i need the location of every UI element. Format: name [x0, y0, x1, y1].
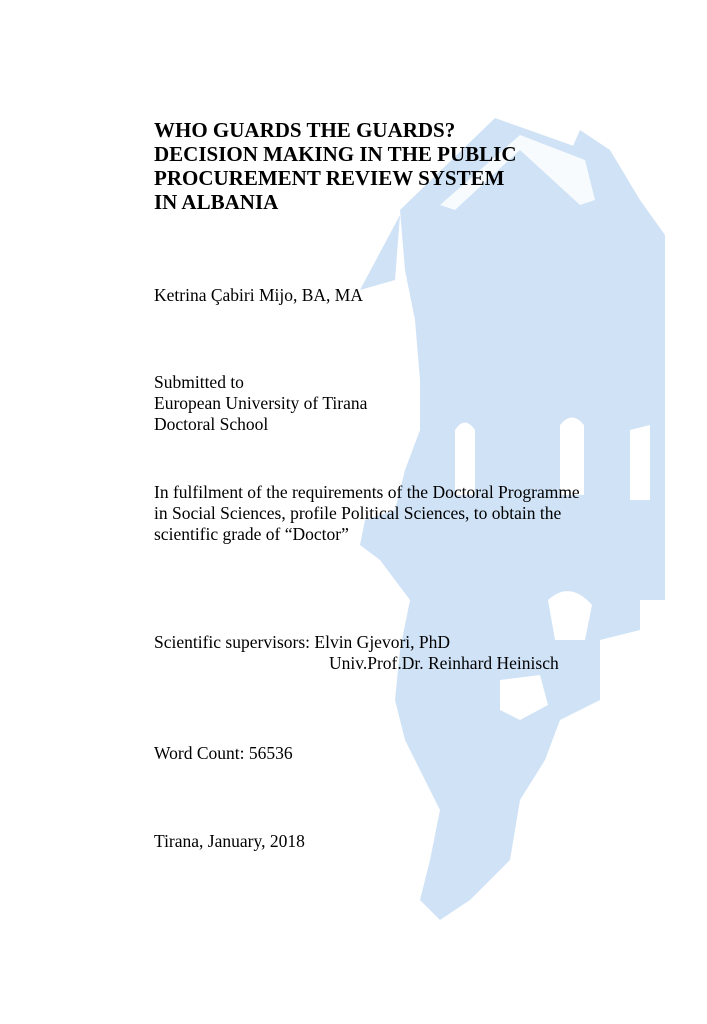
submission-line: Submitted to — [154, 372, 244, 392]
place-date: Tirana, January, 2018 — [154, 831, 305, 851]
author-name: Ketrina Çabiri Mijo, BA, MA — [154, 285, 364, 305]
word-count: Word Count: 56536 — [154, 743, 293, 763]
supervisors — [154, 632, 559, 674]
title-line: IN ALBANIA — [154, 190, 279, 214]
supervisor-primary: Scientific supervisors: Elvin Gjevori, PhD — [154, 632, 451, 652]
title-line: DECISION MAKING IN THE PUBLIC — [154, 142, 517, 166]
school-name: Doctoral School — [154, 414, 269, 434]
submission-info — [154, 372, 367, 435]
fulfilment-line: in Social Sciences, profile Political Sciences, to obtain the — [154, 503, 562, 523]
fulfilment-line: In fulfilment of the requirements of the Doctoral Programme — [154, 482, 580, 502]
title-line: WHO GUARDS THE GUARDS? — [154, 118, 456, 142]
fulfilment-statement — [154, 482, 580, 545]
fulfilment-line: scientific grade of “Doctor” — [154, 524, 349, 544]
document-title — [154, 118, 674, 214]
title-line: PROCUREMENT REVIEW SYSTEM — [154, 166, 505, 190]
university-name: European University of Tirana — [154, 393, 368, 413]
supervisor-secondary: Univ.Prof.Dr. Reinhard Heinisch — [329, 653, 559, 673]
